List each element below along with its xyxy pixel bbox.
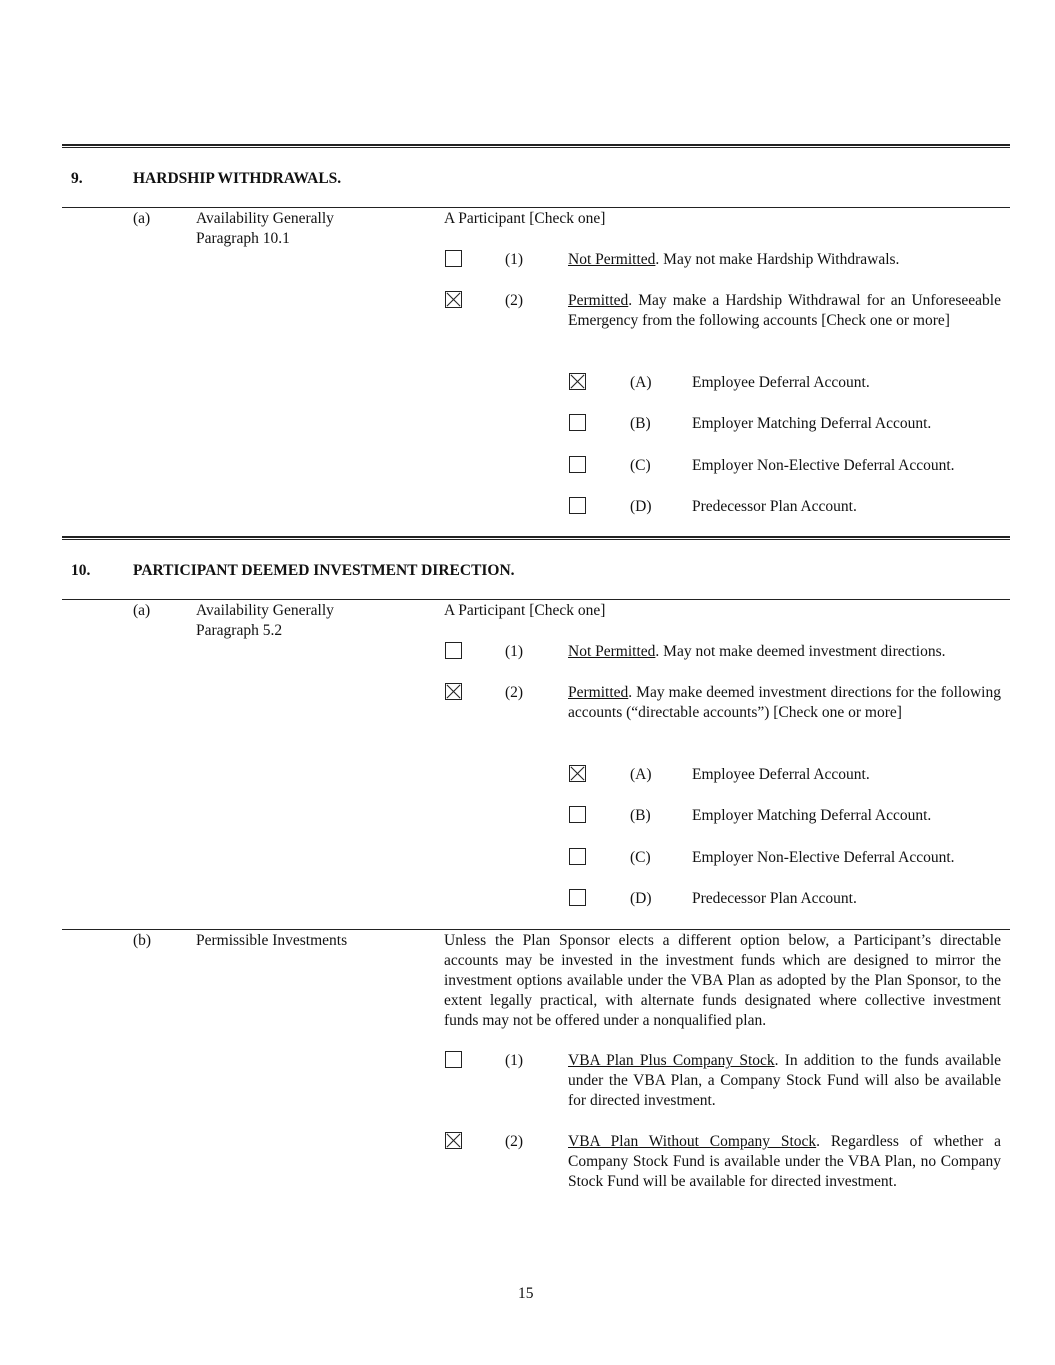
item-label: (b) [133, 932, 152, 949]
option-text [568, 291, 1001, 331]
checkbox[interactable] [569, 456, 586, 473]
option-title: Not Permitted [568, 251, 656, 268]
page-number: 15 [518, 1285, 534, 1302]
checkbox[interactable] [445, 683, 462, 700]
account-letter: (C) [630, 849, 651, 866]
option-description: . Regardless of whether a Company Stock Fund is available under the VBA Plan, no Company Stock Fund will be available for directed investment. [568, 1133, 1001, 1190]
item-heading: Availability Generally [196, 602, 334, 619]
check-x-icon [570, 374, 585, 389]
account-letter: (C) [630, 457, 651, 474]
item-reference: Paragraph 10.1 [196, 230, 290, 247]
section-10-a-rule [62, 599, 1010, 600]
option-number: (2) [505, 684, 524, 701]
checkbox[interactable] [569, 765, 586, 782]
option-text [568, 1051, 1001, 1111]
check-x-icon [446, 292, 461, 307]
option-number: (1) [505, 1052, 524, 1069]
account-letter: (D) [630, 498, 652, 515]
section-9-title: HARDSHIP WITHDRAWALS. [133, 170, 342, 187]
checkbox[interactable] [569, 414, 586, 431]
option-number: (1) [505, 251, 524, 268]
option-description: . In addition to the funds available under the VBA Plan, a Company Stock Fund will also be available for directed investment. [568, 1052, 1002, 1109]
check-x-icon [446, 1133, 461, 1148]
account-name: Employer Non-Elective Deferral Account. [692, 457, 955, 474]
section-10-top-rule [62, 536, 1010, 540]
item-heading: Availability Generally [196, 210, 334, 227]
account-name: Employer Non-Elective Deferral Account. [692, 849, 955, 866]
checkbox[interactable] [445, 250, 462, 267]
option-title: Permitted [568, 292, 629, 309]
option-description: . May make a Hardship Withdrawal for an Unforeseeable Emergency from the following accounts [Check one or more] [568, 292, 1001, 329]
section-10-title: PARTICIPANT DEEMED INVESTMENT DIRECTION. [133, 562, 515, 579]
item-intro-paragraph: Unless the Plan Sponsor elects a different option below, a Participant’s directable accounts may be invested in the investment funds which are designed to mirror the investment options available under the VBA Plan as adopted by the Plan Sponsor, to the extent legally practical, with alternate funds designated where collective investment funds may not be offered under a nonqualified plan. [444, 932, 1001, 1029]
checkbox[interactable] [569, 848, 586, 865]
option-title: VBA Plan Plus Company Stock [568, 1052, 775, 1069]
checkbox[interactable] [445, 291, 462, 308]
option-title: Not Permitted [568, 643, 656, 660]
checkbox[interactable] [445, 1132, 462, 1149]
section-9-top-rule [62, 144, 1010, 148]
check-x-icon [446, 684, 461, 699]
checkbox[interactable] [569, 806, 586, 823]
option-number: (2) [505, 292, 524, 309]
checkbox[interactable] [569, 497, 586, 514]
checkbox[interactable] [445, 1051, 462, 1068]
account-name: Predecessor Plan Account. [692, 498, 857, 515]
item-instruction: A Participant [Check one] [444, 602, 606, 619]
option-number: (1) [505, 643, 524, 660]
item-label: (a) [133, 602, 151, 619]
section-9-a-rule [62, 207, 1010, 208]
account-name: Employee Deferral Account. [692, 374, 870, 391]
option-text [568, 1132, 1001, 1192]
account-letter: (A) [630, 766, 652, 783]
section-10-number: 10. [71, 562, 91, 579]
option-description: . May make deemed investment directions for the following accounts (“directable accounts”) [Check one or more] [568, 684, 1001, 721]
account-name: Employee Deferral Account. [692, 766, 870, 783]
checkbox[interactable] [569, 889, 586, 906]
option-number: (2) [505, 1133, 524, 1150]
option-text [568, 642, 1001, 662]
account-name: Predecessor Plan Account. [692, 890, 857, 907]
checkbox[interactable] [569, 373, 586, 390]
option-title: VBA Plan Without Company Stock [568, 1133, 817, 1150]
check-x-icon [570, 766, 585, 781]
account-name: Employer Matching Deferral Account. [692, 415, 932, 432]
option-description: . May not make Hardship Withdrawals. [655, 251, 900, 268]
option-description: . May not make deemed investment directions. [655, 643, 946, 660]
account-letter: (D) [630, 890, 652, 907]
option-title: Permitted [568, 684, 629, 701]
item-label: (a) [133, 210, 151, 227]
account-letter: (B) [630, 415, 651, 432]
account-letter: (A) [630, 374, 652, 391]
option-text [568, 683, 1001, 723]
account-letter: (B) [630, 807, 651, 824]
account-name: Employer Matching Deferral Account. [692, 807, 932, 824]
item-heading: Permissible Investments [196, 932, 348, 949]
item-reference: Paragraph 5.2 [196, 622, 283, 639]
item-instruction: A Participant [Check one] [444, 210, 606, 227]
section-10-b-rule [62, 929, 1010, 930]
section-9-number: 9. [71, 170, 83, 187]
option-text [568, 250, 1001, 270]
checkbox[interactable] [445, 642, 462, 659]
